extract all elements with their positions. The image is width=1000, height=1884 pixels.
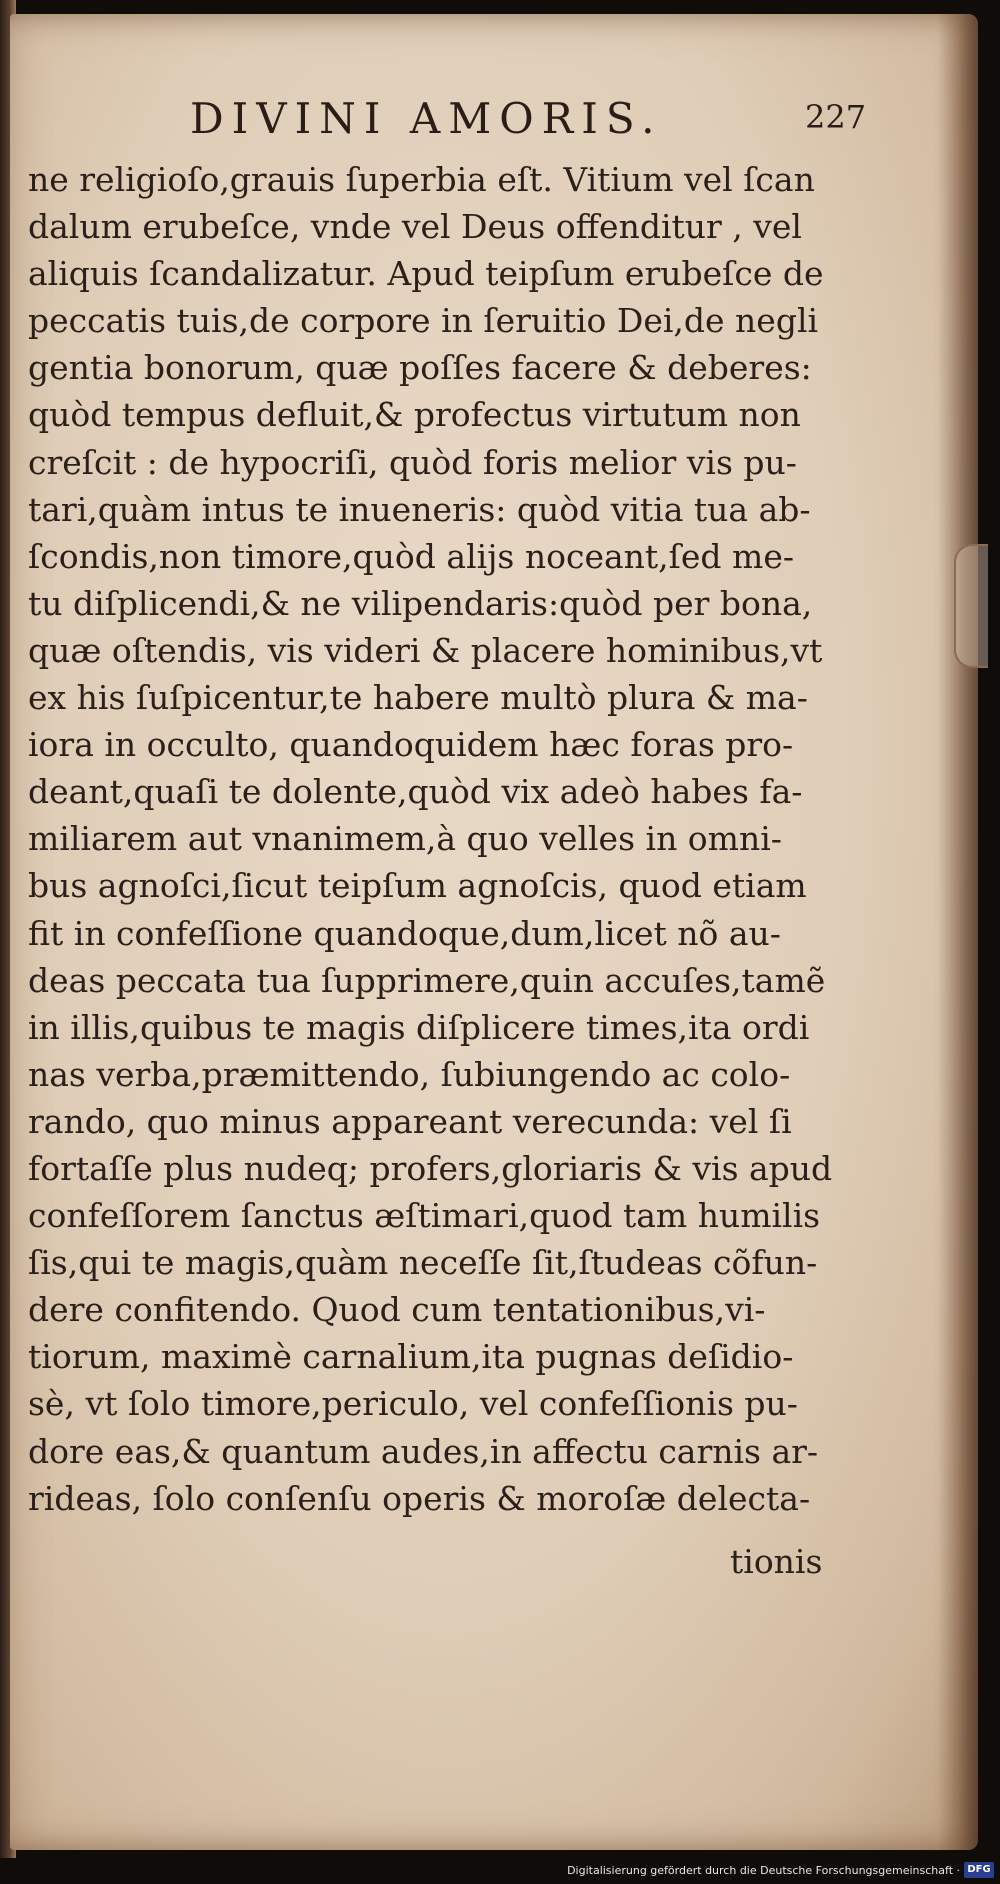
text-line: confeſſorem ſanctus æſtimari,quod tam humilis xyxy=(28,1196,821,1236)
page-edge-shadow xyxy=(938,14,978,1850)
text-line: deas peccata tua ſupprimere,quin accuſes,tamẽ xyxy=(28,960,826,1000)
text-line: fit in confeſſione quandoque,dum,licet nõ au- xyxy=(28,913,781,953)
text-line: ſcondis,non timore,quòd alijs noceant,ſed me- xyxy=(28,536,794,576)
running-title: DIVINI AMORIS. xyxy=(190,94,663,143)
text-line: iora in occulto, quandoquidem hæc foras pro- xyxy=(28,725,794,765)
text-line: creſcit : de hypocriſi, quòd foris melior vis pu- xyxy=(28,442,797,482)
running-head xyxy=(10,94,978,154)
text-line: nas verba,præmittendo, ſubiungendo ac colo- xyxy=(28,1054,791,1094)
text-line: dere confitendo. Quod cum tentationibus,vi- xyxy=(28,1290,766,1330)
text-line: quòd tempus defluit,& profectus virtutum non xyxy=(28,395,801,435)
text-line: tu diſplicendi,& ne vilipendaris:quòd per bona, xyxy=(28,583,813,623)
text-line: fortaſſe plus nudeq; profers,gloriaris & vis apud xyxy=(28,1148,833,1188)
digitization-credit: Digitalisierung gefördert durch die Deutsche Forschungsgemeinschaft · xyxy=(567,1864,960,1877)
text-line: dalum erubeſce, vnde vel Deus offenditur , vel xyxy=(28,207,802,247)
text-line: tiorum, maximè carnalium,ita pugnas deſidio- xyxy=(28,1337,794,1377)
catchword: tionis xyxy=(730,1542,823,1581)
page-number: 227 xyxy=(805,98,867,136)
text-line: quæ oſtendis, vis videri & placere hominibus,vt xyxy=(28,630,823,670)
book-page xyxy=(10,14,978,1850)
text-line: ex his ſuſpicentur,te habere multò plura & ma- xyxy=(28,678,808,718)
text-line: ne religioſo,grauis ſuperbia eſt. Vitium vel ſcan xyxy=(28,160,815,199)
text-line: in illis,quibus te magis diſplicere times,ita ordi xyxy=(28,1007,810,1047)
text-line: peccatis tuis,de corpore in ſeruitio Dei,de negli xyxy=(28,301,819,341)
text-line: gentia bonorum, quæ poſſes facere & deberes: xyxy=(28,348,812,388)
text-line: miliarem aut vnanimem,à quo velles in omni- xyxy=(28,819,782,859)
text-line: rando, quo minus appareant verecunda: vel ſi xyxy=(28,1101,792,1141)
body-text xyxy=(28,156,898,1522)
text-line: ſis,qui te magis,quàm neceſſe ſit,ſtudeas cõfun- xyxy=(28,1243,818,1283)
text-line: rideas, ſolo conſenſu operis & moroſæ delecta- xyxy=(28,1478,811,1518)
dfg-logo: DFG xyxy=(964,1862,994,1878)
text-line: deant,quaſi te dolente,quòd vix adeò habes fa- xyxy=(28,772,803,812)
text-line: sè, vt ſolo timore,periculo, vel confeſſionis pu- xyxy=(28,1384,798,1424)
bookmark-tab xyxy=(954,544,988,668)
text-line: tari,quàm intus te inueneris: quòd vitia tua ab- xyxy=(28,489,811,529)
text-line: aliquis ſcandalizatur. Apud teipſum erubeſce de xyxy=(28,254,824,294)
text-line: dore eas,& quantum audes,in affectu carnis ar- xyxy=(28,1431,819,1471)
text-line: bus agnoſci,ſicut teipſum agnoſcis, quod etiam xyxy=(28,866,807,906)
